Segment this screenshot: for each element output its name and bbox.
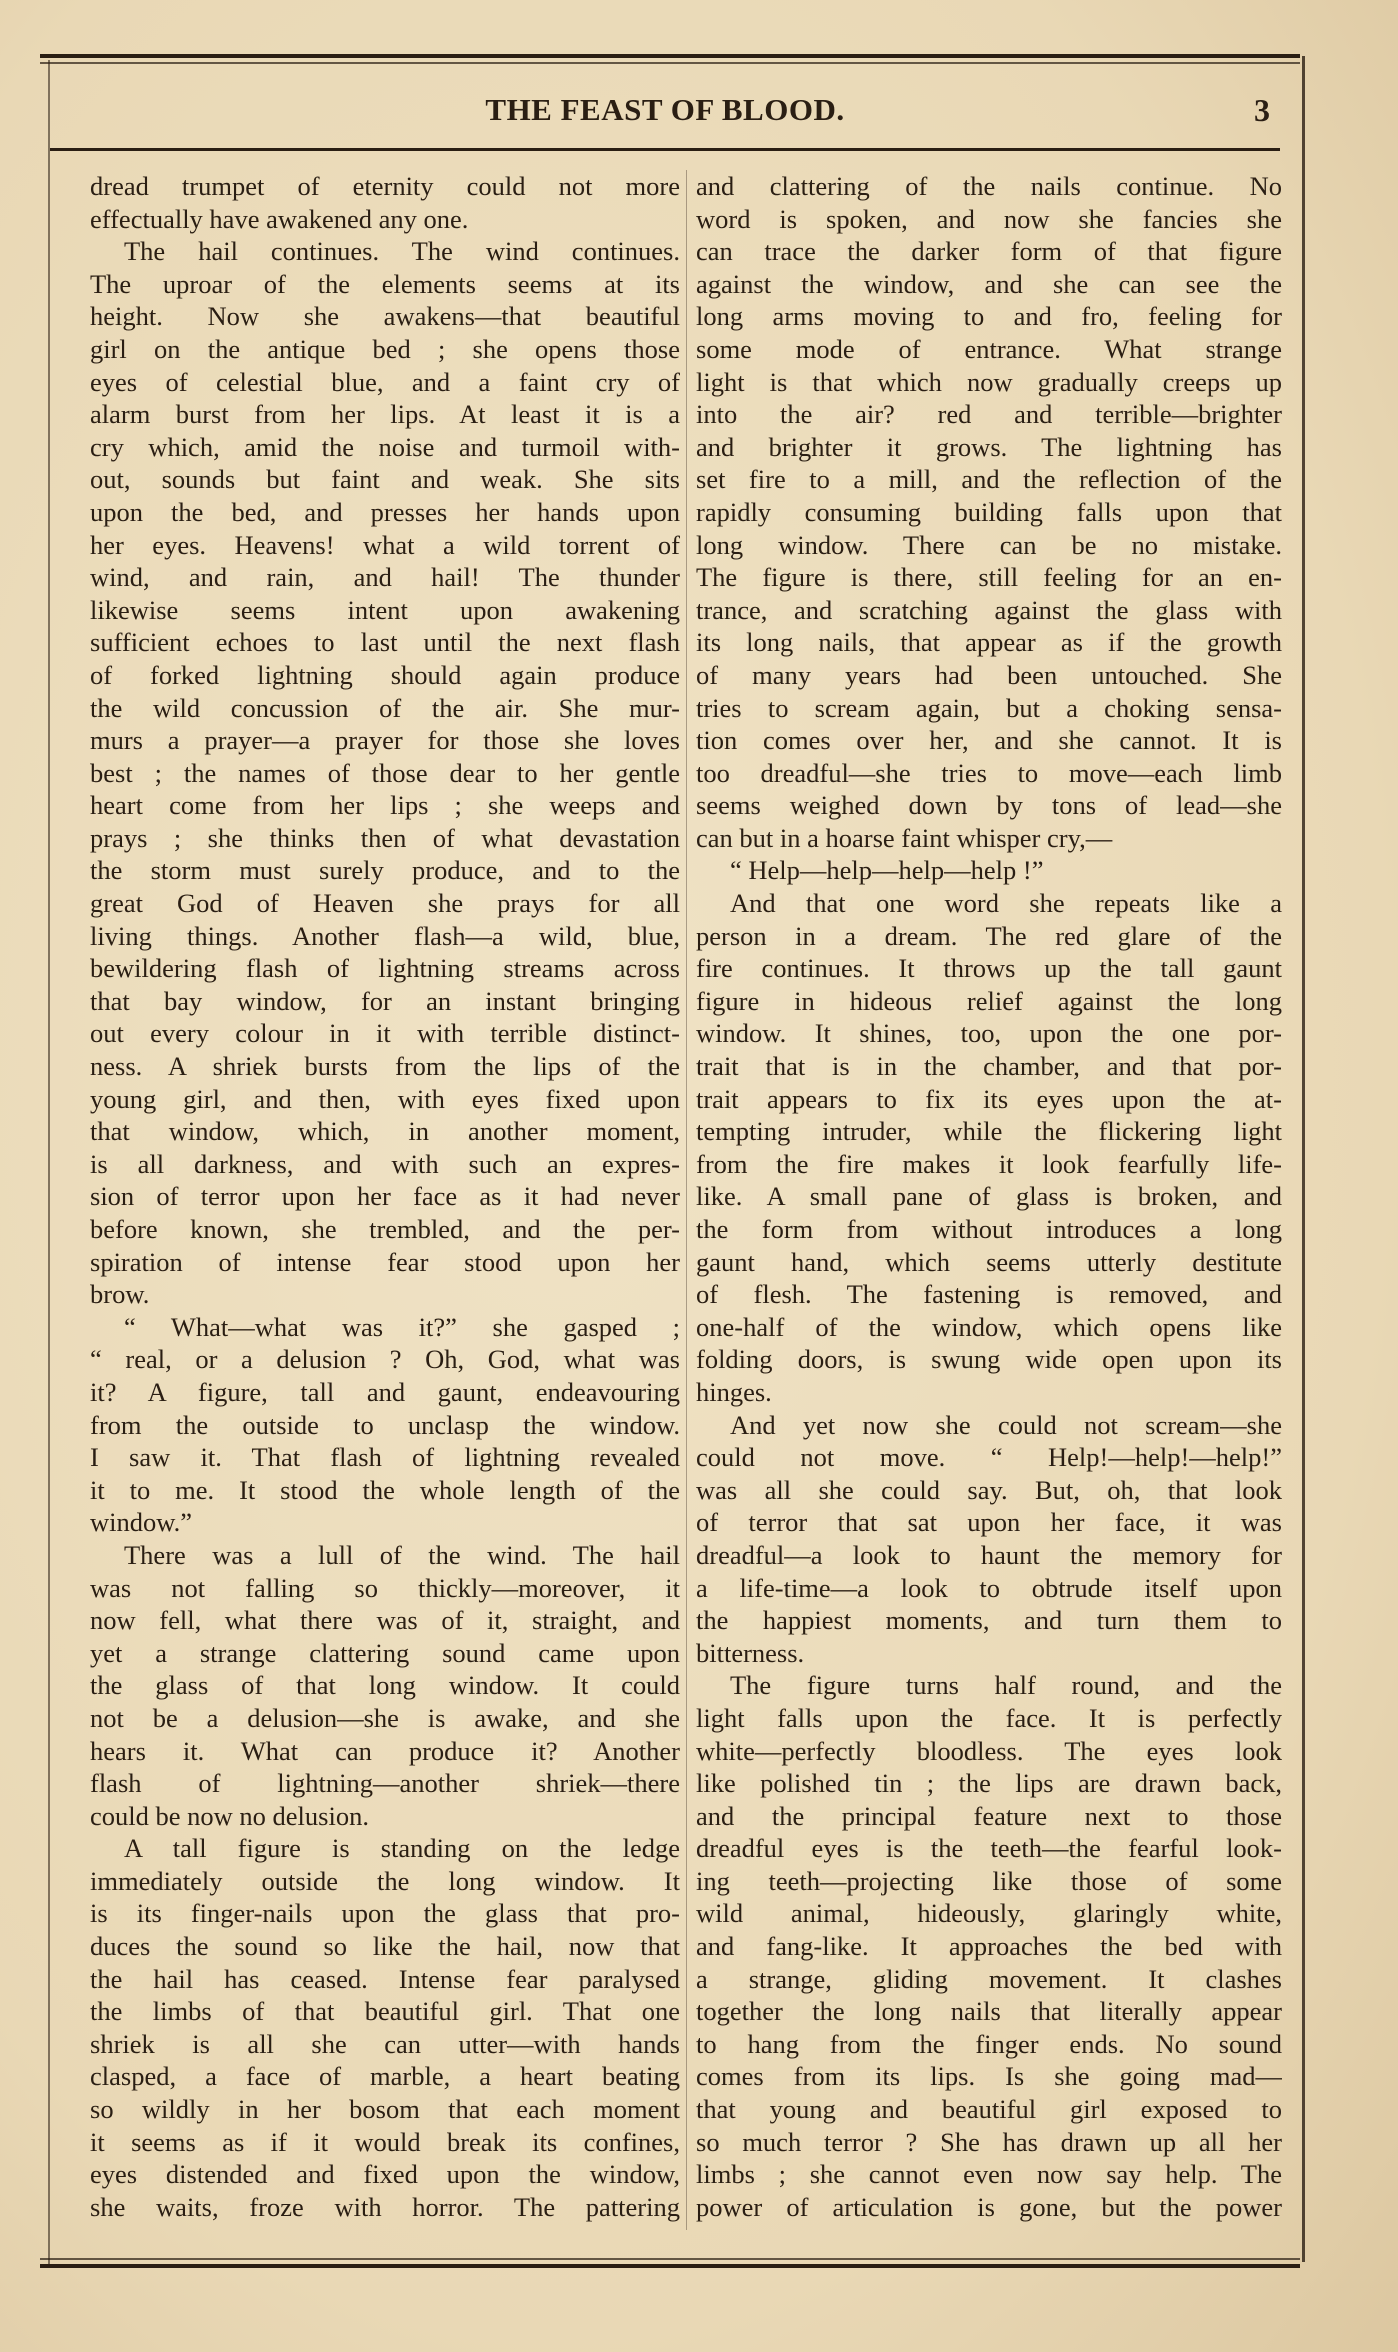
text-line: tion comes over her, and she cannot. It is — [696, 725, 1282, 756]
text-line: was all she could say. But, oh, that look — [696, 1474, 1282, 1505]
text-line: a life-time—a look to obtrude itself upon — [696, 1572, 1282, 1603]
text-line: and brighter it grows. The lightning has — [696, 431, 1282, 462]
text-line: flash of lightning—another shriek—there — [90, 1768, 680, 1799]
text-line: could not move. “ Help!—help!—help!” — [696, 1442, 1282, 1473]
text-line: duces the sound so like the hail, now that — [90, 1931, 680, 1962]
text-line: wild animal, hideously, glaringly white, — [696, 1898, 1282, 1929]
text-line: set fire to a mill, and the reflection of the — [696, 464, 1282, 495]
text-line: is all darkness, and with such an expres- — [90, 1148, 680, 1179]
text-line: alarm burst from her lips. At least it is a — [90, 399, 680, 430]
text-line: dreadful eyes is the teeth—the fearful look- — [696, 1833, 1282, 1864]
text-line: best ; the names of those dear to her gentle — [90, 757, 680, 788]
text-line: the hail has ceased. Intense fear paralysed — [90, 1963, 680, 1994]
header-rule — [50, 148, 1280, 151]
text-line: can trace the darker form of that figure — [696, 236, 1282, 267]
text-line: seems weighed down by tons of lead—she — [696, 790, 1282, 821]
text-line: and clattering of the nails continue. No — [696, 171, 1282, 201]
text-line: eyes of celestial blue, and a faint cry of — [90, 366, 680, 397]
text-line: window.” — [90, 1507, 193, 1538]
text-line: the form from without introduces a long — [696, 1214, 1282, 1244]
left-text-column — [90, 170, 680, 2223]
text-line: wind, and rain, and hail! The thunder — [90, 562, 680, 593]
text-line: hinges. — [696, 1376, 772, 1407]
text-line: light falls upon the face. It is perfectly — [696, 1702, 1282, 1733]
text-line: eyes distended and fixed upon the window, — [90, 2159, 680, 2190]
text-line: its long nails, that appear as if the growth — [696, 627, 1282, 658]
text-line: white—perfectly bloodless. The eyes look — [696, 1735, 1282, 1766]
text-line: hears it. What can produce it? Another — [90, 1735, 680, 1766]
text-line: of many years had been untouched. She — [696, 659, 1282, 690]
text-line: a strange, gliding movement. It clashes — [696, 1963, 1282, 1994]
text-line: I saw it. That flash of lightning revealed — [90, 1442, 680, 1473]
text-line: like polished tin ; the lips are drawn back, — [696, 1768, 1282, 1799]
text-line: likewise seems intent upon awakening — [90, 594, 680, 625]
text-line: great God of Heaven she prays for all — [90, 888, 680, 919]
text-line: out, sounds but faint and weak. She sits — [90, 464, 680, 495]
text-line: window. It shines, too, upon the one por- — [696, 1018, 1282, 1049]
text-line: long arms moving to and fro, feeling for — [696, 301, 1282, 332]
text-line: the limbs of that beautiful girl. That one — [90, 1996, 680, 2027]
page-number: 3 — [1254, 92, 1270, 128]
text-line: heart come from her lips ; she weeps and — [90, 790, 680, 821]
text-line: it? A figure, tall and gaunt, endeavouring — [90, 1376, 680, 1407]
text-line: “ Help—help—help—help !” — [730, 855, 1044, 886]
text-line: yet a strange clattering sound came upon — [90, 1637, 680, 1668]
text-line: immediately outside the long window. It — [90, 1865, 680, 1896]
text-line: that young and beautiful girl exposed to — [696, 2094, 1282, 2125]
text-line: The uproar of the elements seems at its — [90, 268, 680, 299]
text-line: And that one word she repeats like a — [730, 888, 1282, 919]
text-line: to hang from the finger ends. No sound — [696, 2028, 1282, 2059]
text-line: ness. A shriek bursts from the lips of the — [90, 1051, 680, 1082]
text-line: of flesh. The fastening is removed, and — [696, 1279, 1282, 1310]
text-line: person in a dream. The red glare of the — [696, 920, 1282, 951]
text-line: not be a delusion—she is awake, and she — [90, 1702, 680, 1733]
text-line: gaunt hand, which seems utterly destitute — [696, 1246, 1282, 1277]
text-line: out every colour in it with terrible distinct- — [90, 1018, 680, 1049]
text-line: too dreadful—she tries to move—each limb — [696, 757, 1282, 788]
text-line: tries to scream again, but a choking sensa- — [696, 692, 1282, 723]
text-line: living things. Another flash—a wild, blue, — [90, 920, 680, 951]
text-line: folding doors, is swung wide open upon its — [696, 1344, 1282, 1375]
text-line: shriek is all she can utter—with hands — [90, 2028, 680, 2059]
text-line: There was a lull of the wind. The hail — [124, 1539, 680, 1570]
text-line: sufficient echoes to last until the next flash — [90, 627, 680, 658]
text-line: of forked lightning should again produce — [90, 659, 680, 690]
text-line: trait appears to fix its eyes upon the at- — [696, 1083, 1282, 1114]
right-text-column — [696, 170, 1282, 2223]
text-line: brow. — [90, 1279, 150, 1310]
text-line: power of articulation is gone, but the power — [696, 2191, 1282, 2222]
text-line: so much terror ? She has drawn up all her — [696, 2126, 1282, 2157]
text-line: the storm must surely produce, and to the — [90, 855, 680, 886]
top-border-thin-rule — [40, 62, 1300, 64]
column-divider — [686, 170, 687, 2230]
top-border-rule — [40, 54, 1300, 58]
text-line: height. Now she awakens—that beautiful — [90, 301, 680, 332]
page-title: THE FEAST OF BLOOD. — [485, 92, 845, 127]
text-line: that bay window, for an instant bringing — [90, 985, 680, 1016]
text-line: and the principal feature next to those — [696, 1800, 1282, 1831]
text-line: “ What—what was it?” she gasped ; — [124, 1311, 680, 1342]
text-line: together the long nails that literally appear — [696, 1996, 1282, 2027]
text-line: young girl, and then, with eyes fixed upon — [90, 1083, 680, 1114]
text-line: figure in hideous relief against the long — [696, 985, 1282, 1016]
text-line: of terror that sat upon her face, it was — [696, 1507, 1282, 1538]
text-line: that window, which, in another moment, — [90, 1116, 680, 1147]
text-line: the wild concussion of the air. She mur- — [90, 692, 680, 723]
text-line: it seems as if it would break its confines, — [90, 2126, 680, 2157]
text-line: could be now no delusion. — [90, 1800, 369, 1831]
text-line: word is spoken, and now she fancies she — [696, 203, 1282, 234]
text-line: sion of terror upon her face as it had never — [90, 1181, 680, 1212]
text-line: clasped, a face of marble, a heart beating — [90, 2061, 680, 2092]
text-line: girl on the antique bed ; she opens those — [90, 333, 680, 364]
text-line: she waits, froze with horror. The pattering — [90, 2191, 680, 2222]
text-line: some mode of entrance. What strange — [696, 333, 1282, 364]
running-header — [60, 92, 1270, 136]
text-line: bitterness. — [696, 1637, 805, 1668]
text-line: is its finger-nails upon the glass that pro- — [90, 1898, 680, 1929]
text-line: before known, she trembled, and the per- — [90, 1214, 680, 1244]
text-line: so wildly in her bosom that each moment — [90, 2094, 680, 2125]
text-line: rapidly consuming building falls upon that — [696, 496, 1282, 527]
text-line: and fang-like. It approaches the bed with — [696, 1931, 1282, 1962]
text-line: like. A small pane of glass is broken, and — [696, 1181, 1282, 1212]
text-line: now fell, what there was of it, straight, and — [90, 1605, 680, 1636]
text-line: cry which, amid the noise and turmoil with- — [90, 431, 680, 462]
text-line: one-half of the window, which opens like — [696, 1311, 1282, 1342]
text-line: ing teeth—projecting like those of some — [696, 1865, 1282, 1896]
text-line: The figure turns half round, and the — [730, 1670, 1282, 1701]
text-line: long window. There can be no mistake. — [696, 529, 1282, 560]
text-line: against the window, and she can see the — [696, 268, 1282, 299]
text-line: tempting intruder, while the flickering light — [696, 1116, 1282, 1147]
text-line: from the outside to unclasp the window. — [90, 1409, 680, 1440]
text-line: effectually have awakened any one. — [90, 203, 469, 234]
text-line: prays ; she thinks then of what devastation — [90, 822, 680, 853]
text-line: bewildering flash of lightning streams across — [90, 953, 680, 984]
text-line: upon the bed, and presses her hands upon — [90, 496, 680, 527]
text-line: the glass of that long window. It could — [90, 1670, 680, 1701]
text-line: can but in a hoarse faint whisper cry,— — [696, 822, 1113, 853]
text-line: dread trumpet of eternity could not more — [90, 171, 680, 201]
text-line: her eyes. Heavens! what a wild torrent of — [90, 529, 680, 560]
text-line: The figure is there, still feeling for an en- — [696, 562, 1282, 593]
text-line: trait that is in the chamber, and that por- — [696, 1051, 1282, 1082]
text-line: was not falling so thickly—moreover, it — [90, 1572, 680, 1603]
text-line: fire continues. It throws up the tall gaunt — [696, 953, 1282, 984]
text-line: dreadful—a look to haunt the memory for — [696, 1539, 1282, 1570]
bottom-border-rule — [40, 2264, 1300, 2268]
text-line: into the air? red and terrible—brighter — [696, 399, 1282, 430]
text-line: The hail continues. The wind continues. — [124, 236, 680, 267]
text-line: trance, and scratching against the glass with — [696, 594, 1282, 625]
text-line: spiration of intense fear stood upon her — [90, 1246, 680, 1277]
text-line: A tall figure is standing on the ledge — [124, 1833, 680, 1864]
text-line: And yet now she could not scream—she — [730, 1409, 1282, 1440]
text-line: murs a prayer—a prayer for those she loves — [90, 725, 680, 756]
text-line: “ real, or a delusion ? Oh, God, what was — [90, 1344, 680, 1375]
text-line: it to me. It stood the whole length of the — [90, 1474, 680, 1505]
bottom-border-thin-rule — [40, 2258, 1300, 2260]
text-line: light is that which now gradually creeps up — [696, 366, 1282, 397]
text-line: from the fire makes it look fearfully life- — [696, 1148, 1282, 1179]
left-border-rule — [48, 60, 50, 2264]
right-border-rule — [1302, 56, 1305, 2262]
text-line: limbs ; she cannot even now say help. The — [696, 2159, 1282, 2190]
text-line: comes from its lips. Is she going mad— — [696, 2061, 1282, 2092]
text-line: the happiest moments, and turn them to — [696, 1605, 1282, 1636]
